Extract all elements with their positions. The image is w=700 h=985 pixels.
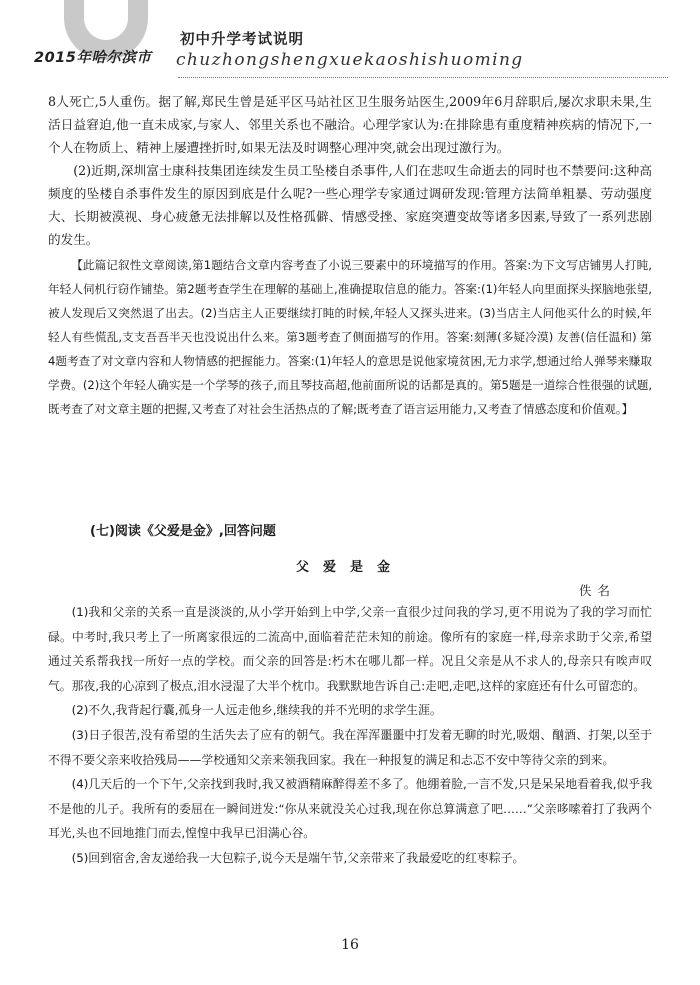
story-paragraph: (4)几天后的一个下午,父亲找到我时,我又被酒精麻醉得差不多了。他绷着脸,一言不发,只是呆呆地看着我,似乎我不是他的儿子。我所有的委屈在一瞬间迸发:“你从来就没关心过我,现在你总算满意了吧……”父亲哆嗦着打了我两个耳光,头也不回地推门而去,惶惶中我早已泪满心谷。 xyxy=(48,777,652,841)
story-paragraph: (2)不久,我背起行囊,孤身一人远走他乡,继续我的并不光明的求学生涯。 xyxy=(71,703,442,718)
page-number: 16 xyxy=(341,937,359,953)
story-paragraph: (5)回到宿舍,舍友递给我一大包粽子,说今天是端午节,父亲带来了我最爱吃的红枣粽子。 xyxy=(71,850,525,865)
section-heading: (七)阅读《父爱是金》,回答问题 xyxy=(90,524,276,539)
story-author: 佚名 xyxy=(578,583,616,598)
header-book-title: 初中升学考试说明 xyxy=(180,32,304,48)
story-body xyxy=(48,600,652,871)
story-paragraph: (3)日子很苦,没有希望的生活失去了应有的朝气。我在浑浑噩噩中打发着无聊的时光,吸烟、酗酒、打架,以至于不得不要父亲来收拾残局——学校通知父亲来领我回家。我在一种报复的满足和忐忑不安中等待父亲的到来。 xyxy=(48,727,652,767)
header-pinyin: chuzhongshengxuekaoshishuoming xyxy=(176,50,524,70)
story-title: 父爱是金 xyxy=(295,560,404,575)
story-paragraph: (1)我和父亲的关系一直是淡淡的,从小学开始到上中学,父亲一直很少过问我的学习,更不用说为了我的学习而忙碌。中考时,我只考上了一所离家很远的二流高中,面临着茫茫未知的前途。像所有的家庭一样,母亲求助于父亲,希望通过关系帮我找一所好一点的学校。而父亲的回答是:朽木在哪儿都一样。况且父亲是从不求人的,母亲只有唉声叹气。那夜,我的心凉到了极点,泪水浸湿了大半个枕巾。我默默地告诉自己:走吧,走吧,这样的家庭还有什么可留恋的。 xyxy=(48,605,652,693)
answer-note: 【此篇记叙性文章阅读,第1题结合文章内容考查了小说三要素中的环境描写的作用。答案:为下文写店铺男人打盹,年轻人伺机行窃作铺垫。第2题考查学生在理解的基础上,准确提取信息的能力。答案:(1)年轻人向里面探头探脑地张望,被人发现后又突然退了出去。(2)当店主人正要继续打盹的时候,年轻人又探头进来。(3)当店主人问他买什么的时候,年轻人有些慌乱,支支吾吾半天也没说出什么来。第3题考查了侧面描写的作用。答案:刻薄(多疑冷漠) 友善(信任温和) 第4题考查了对文章内容和人物情感的把握能力。答案:(1)年轻人的意思是说他家境贫困,无力求学,想通过给人弹琴来赚取学费。(2)这个年轻人确实是一个学琴的孩子,而且琴技高超,他前面所说的话都是真的。第5题是一道综合性很强的试题,既考查了对文章主题的把握,又考查了对社会生活热点的了解;既考查了语言运用能力,又考查了情感态度和价值观。】 xyxy=(48,258,652,416)
top-content xyxy=(48,90,652,421)
header-year-city: 2015年哈尔滨市 xyxy=(34,50,152,66)
page-header xyxy=(0,0,700,100)
header-divider xyxy=(178,77,668,78)
paragraph-continued: 8人死亡,5人重伤。据了解,郑民生曾是延平区马站社区卫生服务站医生,2009年6月辞职后,屡次求职未果,生活日益窘迫,他一直未成家,与家人、邻里关系也不融洽。心理学家认为:在排除患有重度精神疾病的情况下,一个人在物质上、精神上屡遭挫折时,如果无法及时调整心理冲突,就会出现过激行为。 xyxy=(48,94,652,155)
paragraph-2: (2)近期,深圳富士康科技集团连续发生员工坠楼自杀事件,人们在悲叹生命逝去的同时也不禁要问:这种高频度的坠楼自杀事件发生的原因到底是什么呢?一些心理学专家通过调研发现:管理方法简单粗暴、劳动强度大、长期被漠视、身心疲惫无法排解以及性格孤僻、情感受挫、家庭突遭变故等诸多因素,导致了一系列悲剧的发生。 xyxy=(48,163,652,247)
